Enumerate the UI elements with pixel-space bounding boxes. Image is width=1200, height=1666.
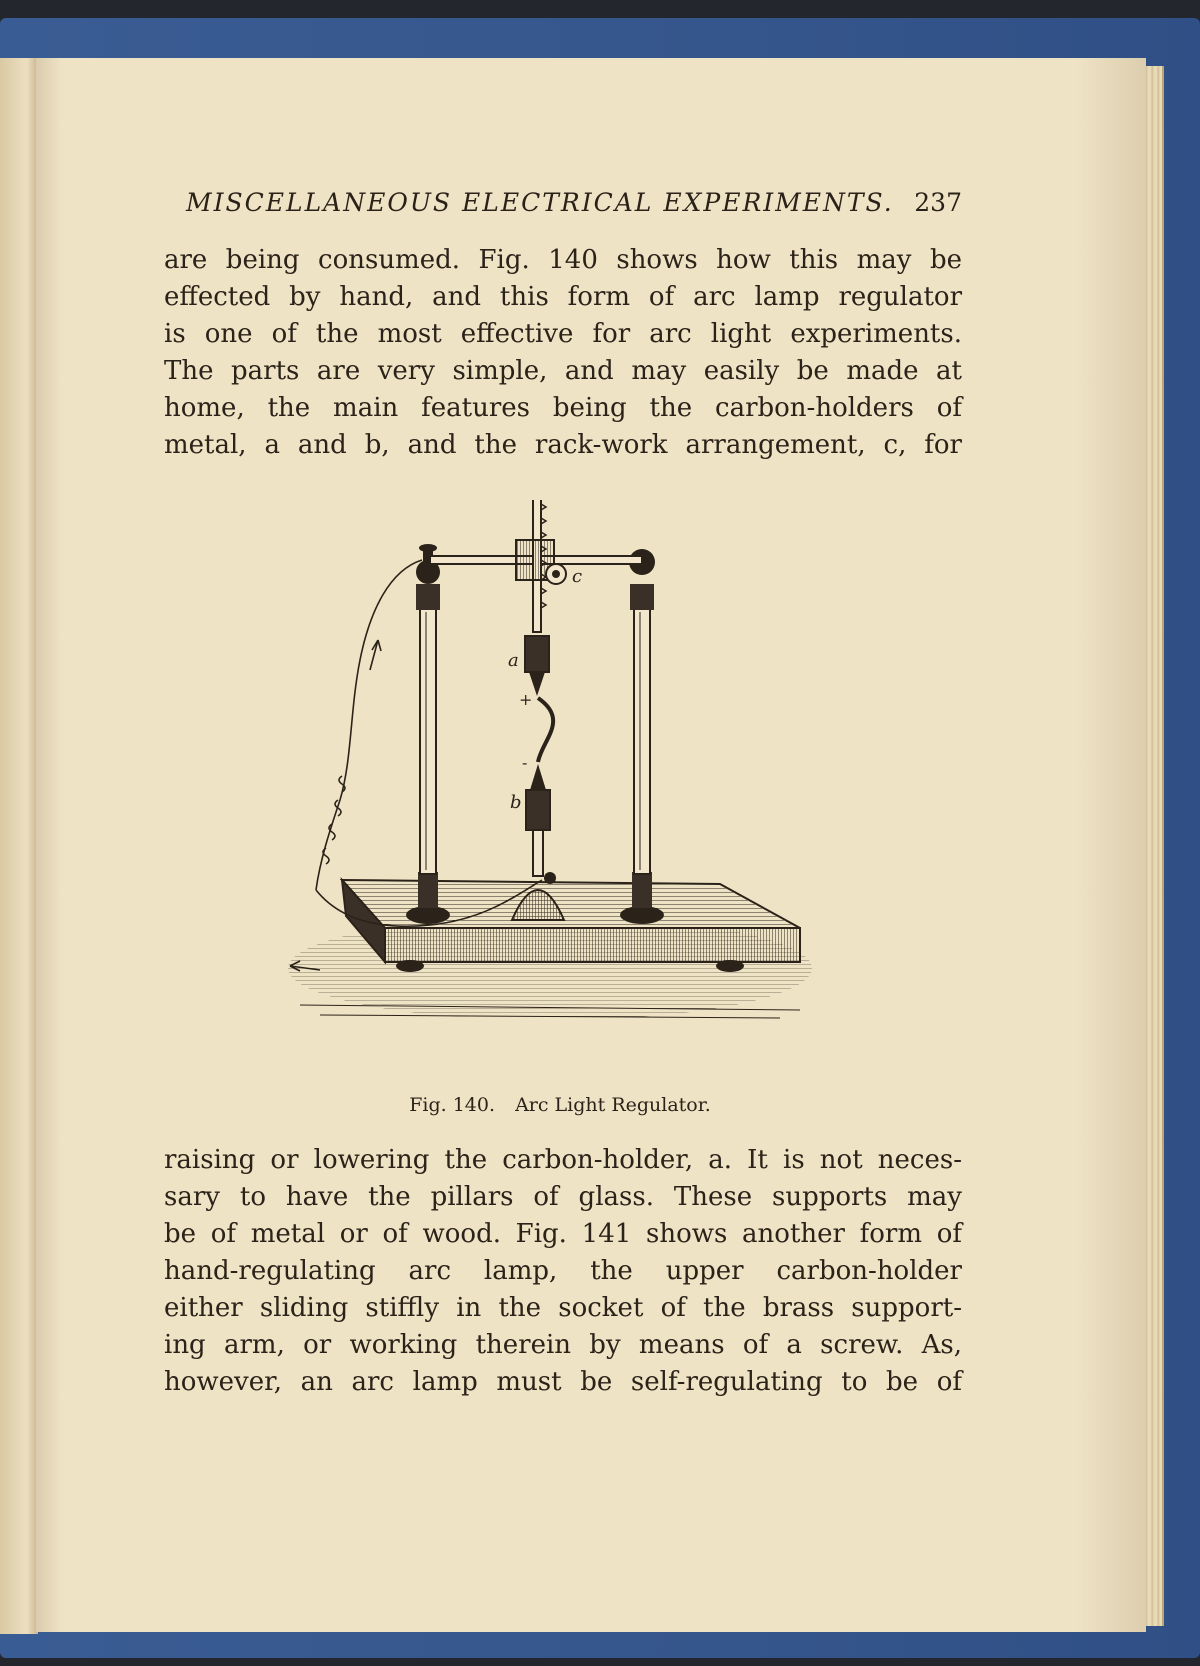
- label-plus: +: [519, 690, 533, 709]
- text-line: home, the main features being the carbon-holders of: [164, 393, 962, 423]
- rack-work-mechanism: [516, 500, 566, 632]
- caption-title: Arc Light Regulator.: [515, 1094, 711, 1116]
- text-line: either sliding stiffly in the socket of the brass support-: [164, 1293, 962, 1323]
- text-line: The parts are very simple, and may easily be made at: [164, 356, 962, 386]
- running-head: [186, 188, 962, 228]
- electric-arc: [538, 698, 553, 762]
- page-number: 237: [914, 188, 962, 217]
- text-line: hand-regulating arc lamp, the upper carbon-holder: [164, 1256, 962, 1286]
- figure-caption: [380, 1094, 740, 1116]
- current-arrow: [370, 640, 381, 670]
- facing-page-edge: [0, 58, 38, 1634]
- right-glass-pillar: [620, 549, 664, 924]
- label-minus: -: [522, 753, 528, 772]
- text-line: is one of the most effective for arc light experiments.: [164, 319, 962, 349]
- text-line: however, an arc lamp must be self-regulating to be of: [164, 1367, 962, 1397]
- left-glass-pillar: [406, 544, 450, 924]
- text-line: metal, a and b, and the rack-work arrangement, c, for: [164, 430, 962, 460]
- paragraph-bottom: [164, 1142, 962, 1401]
- label-b: b: [510, 792, 522, 813]
- running-head-title: MISCELLANEOUS ELECTRICAL EXPERIMENTS.: [186, 188, 894, 217]
- text-line: raising or lowering the carbon-holder, a. It is not neces-: [164, 1145, 962, 1175]
- text-line: sary to have the pillars of glass. These supports may: [164, 1182, 962, 1212]
- text-line: ing arm, or working therein by means of a screw. As,: [164, 1330, 962, 1360]
- caption-number: Fig. 140.: [409, 1094, 496, 1116]
- paragraph-top: [164, 242, 962, 464]
- text-line: be of metal or of wood. Fig. 141 shows another form of: [164, 1219, 962, 1249]
- arc-light-regulator-illustration: [280, 500, 840, 1090]
- label-c: c: [572, 566, 583, 587]
- text-line: effected by hand, and this form of arc lamp regulator: [164, 282, 962, 312]
- text-line: are being consumed. Fig. 140 shows how this may be: [164, 245, 962, 275]
- upper-carbon-holder: [525, 636, 549, 696]
- label-a: a: [508, 650, 519, 671]
